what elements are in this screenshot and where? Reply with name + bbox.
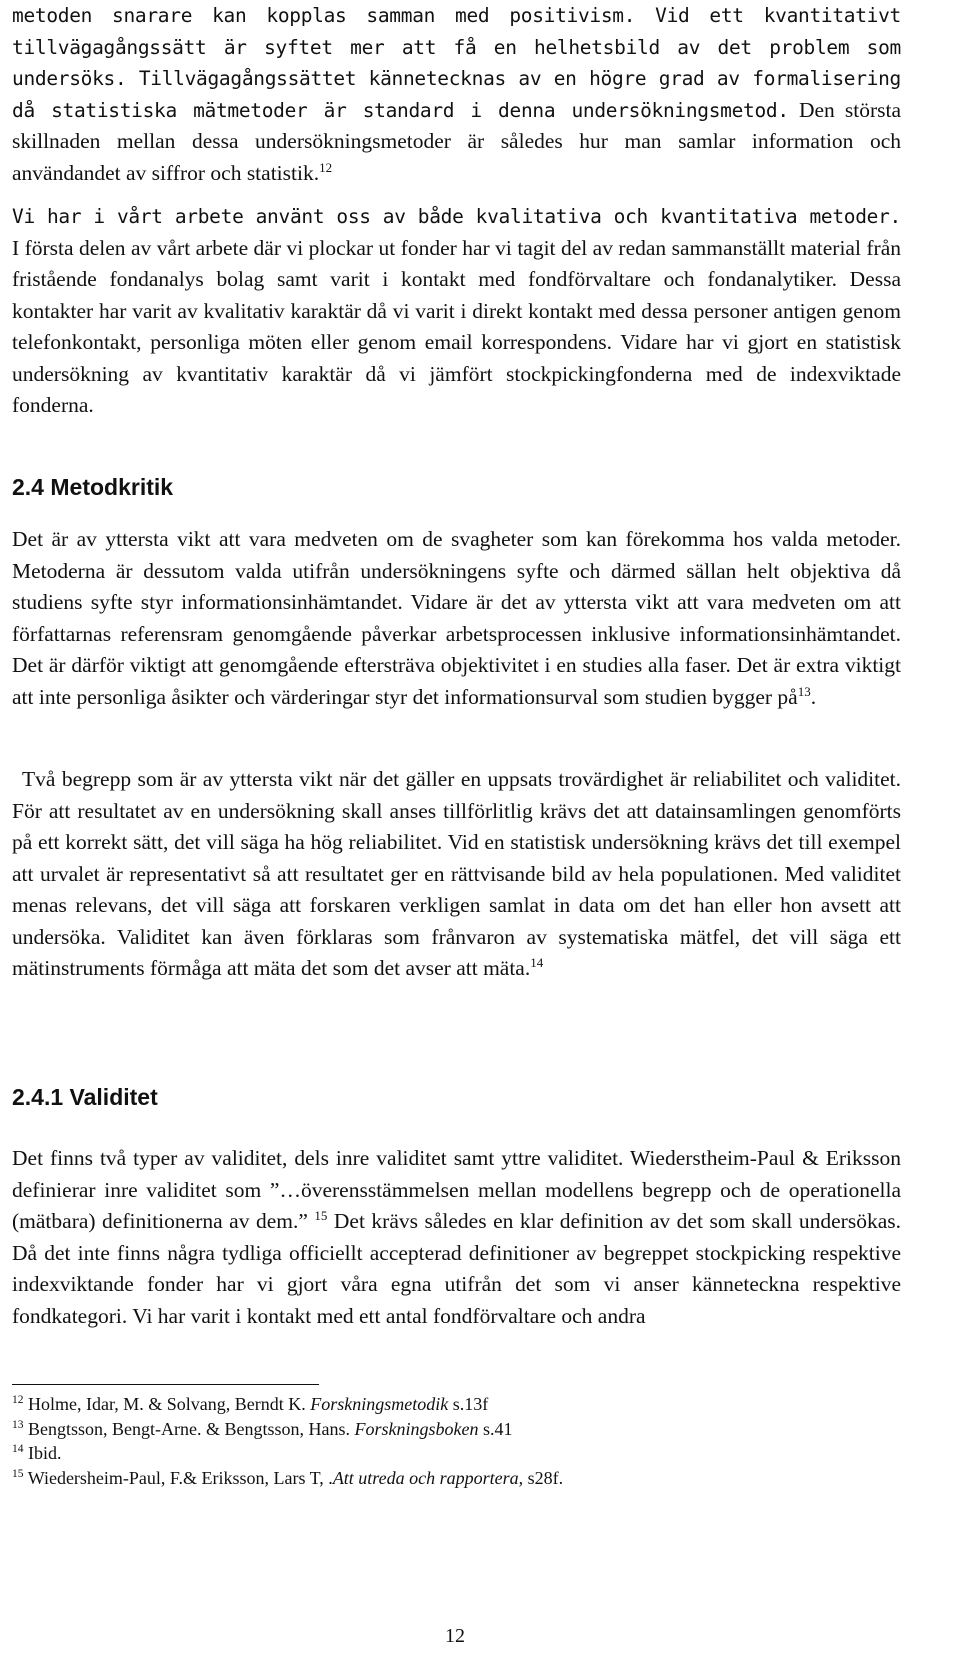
- section-heading-metodkritik: 2.4 Metodkritik: [12, 474, 174, 500]
- footnote-13: $^{13}$ Bengtsson, Bengt-Arne. & Bengtsson, Hans. Forskningsboken s.41: [12, 1418, 513, 1439]
- footnote-14: $^{14}$ Ibid.: [12, 1443, 62, 1463]
- footnotes: [12, 1392, 901, 1490]
- page-number: 12: [445, 1625, 465, 1647]
- footnote-15: $^{15}$ Wiedersheim-Paul, F.& Eriksson, Lars T, .Att utreda och rapportera, s28f.: [12, 1467, 564, 1488]
- methods-paragraph: Vi har i vårt arbete använt oss av både kvalitativa och kvantitativa metoder. I första delen av vårt arbete där vi plockar ut fonder har vi tagit del av redan sammanställt material från fristående fondanalys bolag samt varit i kontakt med fondförvaltare och fondanalytiker. Dessa kontakter har varit av kvalitativ karaktär då vi varit i direkt kontakt med dessa personer antigen genom telefonkontakt, personliga möten eller genom email korrespondens. Vidare har vi gjort en statistisk undersökning av kvantitativ karaktär då vi jämfört stockpickingfonderna med de indexviktade fonderna.: [12, 205, 901, 417]
- metodkritik-paragraph-block: [12, 524, 901, 713]
- reliability-paragraph-block: [12, 764, 901, 985]
- validitet-paragraph: Det finns två typer av validitet, dels inre validitet samt yttre validitet. Wiederstheim-Paul & Eriksson definierar inre validitet som ”…överensstämmelsen mellan modellens begrepp och de operationella (mätbara) definitionerna av dem.” $^{15}$ Det krävs således en klar definition av det som skall undersökas. Då det inte finns några tydliga officiellt accepterad definitioner av begreppet stockpicking respektive indexviktande fonder har vi gjort våra egna utifrån det som vi anser känneteckna respektive fondkategori. Vi har varit i kontakt med ett antal fondförvaltare och andra: [12, 1146, 901, 1328]
- methods-paragraph-block: [12, 201, 901, 422]
- reliability-paragraph: Två begrepp som är av yttersta vikt när det gäller en uppsats trovärdighet är reliabilitet och validitet. För att resultatet av en undersökning skall anses tillförlitlig krävs det att datainsamlingen genomförts på ett korrekt sätt, det vill säga ha hög reliabilitet. Vid en statistisk undersökning krävs det till exempel att urvalet är representativt så att resultatet ger en rättvisande bild av hela populationen. Med validitet menas relevans, det vill säga att forskaren verkligen samlat in data om det han eller hon avsett att undersöka. Validitet kan även förklaras som frånvaron av systematiska mätfel, det vill säga ett mätinstruments förmåga att mäta det som det avser att mäta.$^{14}$: [12, 767, 901, 980]
- intro-paragraph: metoden snarare kan kopplas samman med positivism. Vid ett kvantitativt tillvägagångssätt är syftet mer att få en helhetsbild av det problem som undersöks. Tillvägagångssättet kännetecknas av en högre grad av formalisering då statistiska mätmetoder är standard i denna undersökningsmetod. Den största skillnaden mellan dessa undersökningsmetoder är således hur man samlar information och användandet av siffror och statistik.$^{12}$: [12, 4, 902, 185]
- intro-paragraph-block: [12, 0, 901, 189]
- section-heading-validitet: 2.4.1 Validitet: [12, 1084, 158, 1110]
- validitet-paragraph-block: [12, 1143, 901, 1332]
- footnote-ref-14[interactable]: 14: [530, 954, 544, 970]
- footnote-12: $^{12}$ Holme, Idar, M. & Solvang, Berndt K. Forskningsmetodik s.13f: [12, 1394, 489, 1414]
- footnote-ref-12[interactable]: 12: [319, 159, 333, 175]
- footnote-divider: [12, 1384, 319, 1385]
- footnote-ref-13[interactable]: 13: [797, 683, 811, 699]
- footnote-ref-15[interactable]: 15: [314, 1207, 328, 1223]
- section-2-4-1: [12, 1082, 901, 1112]
- metodkritik-paragraph: Det är av yttersta vikt att vara medveten om de svagheter som kan förekomma hos valda metoder. Metoderna är dessutom valda utifrån undersökningens syfte och därmed sällan helt objektiva då studiens syfte styr informationsinhämtandet. Vidare är det av yttersta vikt att vara medveten om att författarnas referensram genomgående påverkar arbetsprocessen inklusive informationsinhämtandet. Det är därför viktigt att genomgående eftersträva objektivitet i en studies alla faser. Det är extra viktigt att inte personliga åsikter och värderingar styr det informationsurval som studien bygger $på^{13}$.: [12, 527, 901, 709]
- section-2-4: [12, 472, 901, 502]
